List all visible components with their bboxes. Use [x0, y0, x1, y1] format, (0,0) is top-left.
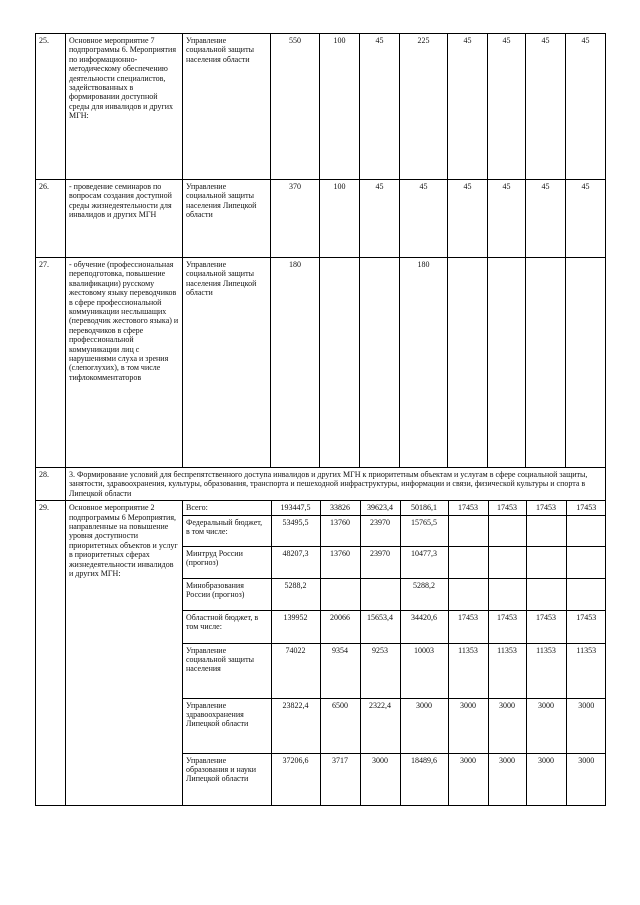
value-cell: 74022 — [271, 643, 320, 698]
activity-name: Основное мероприятие 2 подпрограммы 6 Мероприятия, направленные на повышение уровня доступности приоритетных объектов и услуг в приоритетных сферах жизнедеятельности инвалидов и других МГН: — [66, 501, 183, 806]
value-cell: 11353 — [448, 643, 488, 698]
value-cell: 5288,2 — [400, 578, 448, 610]
row-number: 26. — [36, 180, 66, 258]
value-cell: 23970 — [360, 515, 400, 546]
value-cell: 20066 — [320, 610, 360, 643]
funding-source: Управление здравоохранения Липецкой области — [183, 698, 271, 753]
value-cell: 10477,3 — [400, 546, 448, 578]
value-cell — [448, 546, 488, 578]
funding-row — [183, 643, 606, 698]
value-cell: 11353 — [566, 643, 606, 698]
activity-name: Основное мероприятие 7 подпрограммы 6. Мероприятия по информационно-методическому обеспечению деятельности специалистов, задействованных в формировании доступной среды для инвалидов и других МГН: — [66, 34, 183, 180]
funding-source: Федеральный бюджет, в том числе: — [183, 515, 271, 546]
value-cell: 39623,4 — [360, 501, 400, 515]
value-cell: 17453 — [566, 610, 606, 643]
value-cell — [360, 258, 400, 468]
funding-source: Областной бюджет, в том числе: — [183, 610, 271, 643]
value-cell — [488, 258, 526, 468]
funding-breakdown — [183, 501, 606, 806]
value-cell: 180 — [271, 258, 320, 468]
value-cell — [360, 578, 400, 610]
value-cell: 3000 — [566, 698, 606, 753]
table-row-25 — [36, 34, 606, 180]
value-cell — [320, 578, 360, 610]
value-cell — [320, 258, 360, 468]
value-cell: 45 — [566, 180, 606, 258]
funding-source: Минтруд России (прогноз) — [183, 546, 271, 578]
value-cell — [488, 515, 526, 546]
value-cell: 3000 — [448, 698, 488, 753]
value-cell: 17453 — [526, 501, 566, 515]
value-cell: 17453 — [566, 501, 606, 515]
table-row-27 — [36, 258, 606, 468]
value-cell: 10003 — [400, 643, 448, 698]
value-cell: 15653,4 — [360, 610, 400, 643]
funding-row — [183, 698, 606, 753]
value-cell: 180 — [400, 258, 448, 468]
value-cell: 45 — [360, 180, 400, 258]
funding-source: Управление образования и науки Липецкой области — [183, 753, 271, 805]
value-cell: 9354 — [320, 643, 360, 698]
value-cell: 17453 — [448, 501, 488, 515]
value-cell — [526, 258, 566, 468]
value-cell: 6500 — [320, 698, 360, 753]
value-cell — [526, 515, 566, 546]
value-cell: 2322,4 — [360, 698, 400, 753]
executor: Управление социальной защиты населения Липецкой области — [183, 180, 271, 258]
value-cell: 15765,5 — [400, 515, 448, 546]
executor: Управление социальной защиты населения области — [183, 34, 271, 180]
value-cell: 3000 — [488, 753, 526, 805]
row-number: 29. — [36, 501, 66, 806]
value-cell — [448, 258, 488, 468]
value-cell: 45 — [448, 180, 488, 258]
row-number: 28. — [36, 468, 66, 501]
funding-row — [183, 501, 606, 515]
value-cell: 5288,2 — [271, 578, 320, 610]
value-cell — [488, 578, 526, 610]
value-cell: 45 — [526, 34, 566, 180]
value-cell: 34420,6 — [400, 610, 448, 643]
funding-subtable — [183, 501, 606, 805]
value-cell: 23970 — [360, 546, 400, 578]
value-cell: 370 — [271, 180, 320, 258]
funding-source: Минобразования России (прогноз) — [183, 578, 271, 610]
value-cell — [448, 578, 488, 610]
table-row-26 — [36, 180, 606, 258]
value-cell: 139952 — [271, 610, 320, 643]
funding-source: Управление социальной защиты населения — [183, 643, 271, 698]
value-cell: 18489,6 — [400, 753, 448, 805]
activity-name: - проведение семинаров по вопросам создания доступной среды жизнедеятельности для инвалидов и других МГН — [66, 180, 183, 258]
value-cell: 50186,1 — [400, 501, 448, 515]
value-cell: 550 — [271, 34, 320, 180]
funding-row — [183, 753, 606, 805]
budget-table — [35, 33, 606, 806]
funding-row — [183, 610, 606, 643]
value-cell: 45 — [526, 180, 566, 258]
value-cell: 100 — [320, 34, 360, 180]
value-cell — [566, 546, 606, 578]
value-cell: 45 — [488, 34, 526, 180]
value-cell: 3000 — [360, 753, 400, 805]
section-heading: 3. Формирование условий для беспрепятственного доступа инвалидов и других МГН к приоритетным объектам и услугам в сфере социальной защиты, занятости, здравоохранения, культуры, образования, транспорта и пешеходной инфраструктуры, информации и связи, физической культуры и спорта в Липецкой области — [66, 468, 606, 501]
value-cell: 3000 — [526, 698, 566, 753]
value-cell: 45 — [360, 34, 400, 180]
row-number: 25. — [36, 34, 66, 180]
value-cell: 48207,3 — [271, 546, 320, 578]
value-cell: 45 — [448, 34, 488, 180]
value-cell: 3717 — [320, 753, 360, 805]
executor: Управление социальной защиты населения Липецкой области — [183, 258, 271, 468]
value-cell: 37206,6 — [271, 753, 320, 805]
value-cell: 11353 — [526, 643, 566, 698]
value-cell: 11353 — [488, 643, 526, 698]
value-cell: 100 — [320, 180, 360, 258]
value-cell: 53495,5 — [271, 515, 320, 546]
value-cell: 23822,4 — [271, 698, 320, 753]
value-cell: 3000 — [400, 698, 448, 753]
value-cell: 17453 — [488, 610, 526, 643]
value-cell: 3000 — [488, 698, 526, 753]
table-row-29 — [36, 501, 606, 806]
value-cell: 33826 — [320, 501, 360, 515]
value-cell — [566, 515, 606, 546]
value-cell — [526, 578, 566, 610]
value-cell: 3000 — [526, 753, 566, 805]
value-cell: 3000 — [566, 753, 606, 805]
funding-row — [183, 546, 606, 578]
value-cell: 225 — [400, 34, 448, 180]
funding-row — [183, 578, 606, 610]
value-cell — [488, 546, 526, 578]
value-cell: 17453 — [488, 501, 526, 515]
value-cell: 45 — [488, 180, 526, 258]
value-cell: 45 — [400, 180, 448, 258]
value-cell: 45 — [566, 34, 606, 180]
value-cell: 17453 — [526, 610, 566, 643]
funding-source: Всего: — [183, 501, 271, 515]
value-cell — [448, 515, 488, 546]
activity-name: - обучение (профессиональная переподготовка, повышение квалификации) русскому жестовому языку переводчиков в сфере профессиональной коммуникации неслышащих (переводчик жестового языка) и переводчиков в сфере профессиональной коммуникации лиц с нарушениями слуха и зрения (слепоглухих), в том числе тифлокомментаторов — [66, 258, 183, 468]
value-cell: 3000 — [448, 753, 488, 805]
value-cell: 13760 — [320, 546, 360, 578]
value-cell: 17453 — [448, 610, 488, 643]
value-cell — [566, 578, 606, 610]
row-number: 27. — [36, 258, 66, 468]
value-cell: 9253 — [360, 643, 400, 698]
value-cell: 13760 — [320, 515, 360, 546]
value-cell — [566, 258, 606, 468]
value-cell — [526, 546, 566, 578]
table-row-28 — [36, 468, 606, 501]
funding-row — [183, 515, 606, 546]
value-cell: 193447,5 — [271, 501, 320, 515]
